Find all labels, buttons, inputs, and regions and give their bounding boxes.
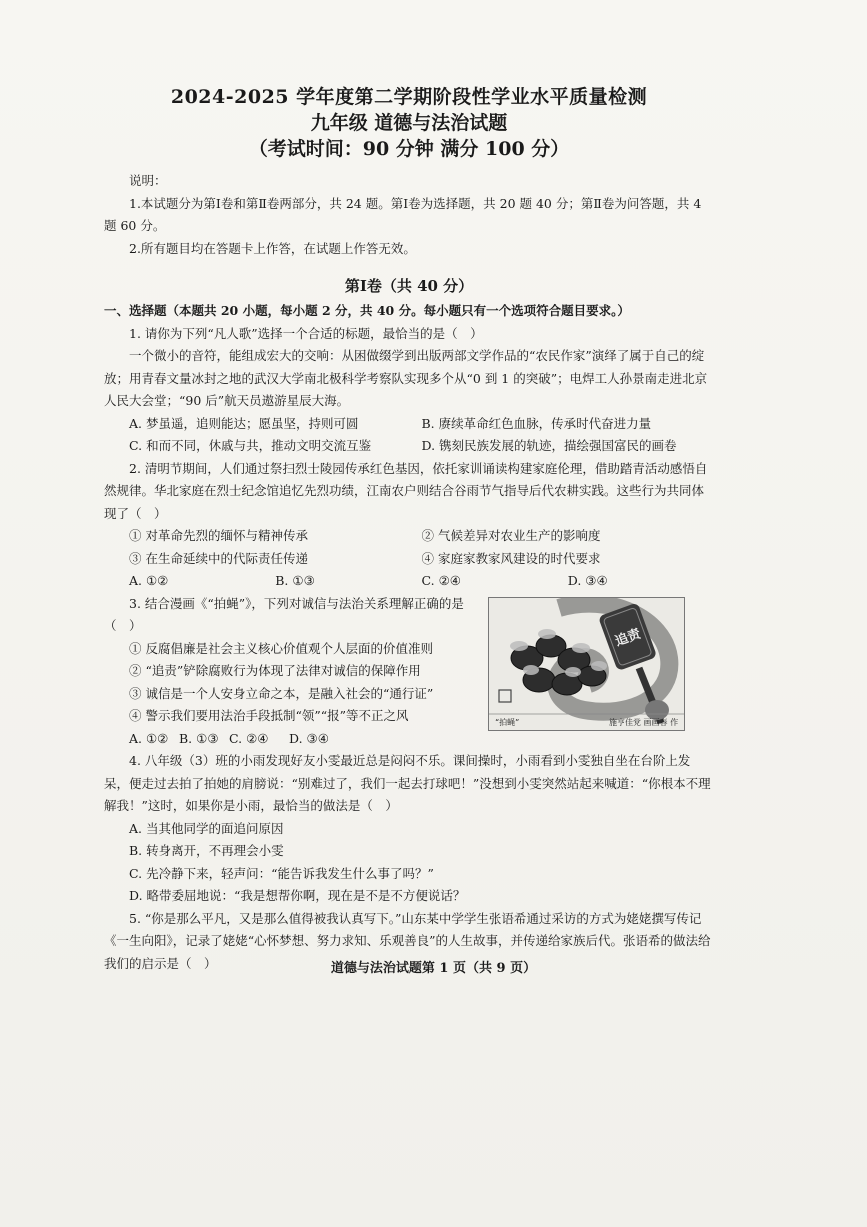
q2-stem: 2. 清明节期间，人们通过祭扫烈士陵园传承红色基因，依托家训诵读构建家庭伦理，借助踏青活动感悟自然规律。华北家庭在烈士纪念馆追忆先烈功绩，江南农户则结合谷雨节气指导后代农耕实践。这些行为共同体现了（ ） <box>104 460 708 521</box>
q1-stem: 1. 请你为下列“凡人歌”选择一个合适的标题，最恰当的是（ ） <box>129 325 483 341</box>
q2-statement-4: ④ 家庭家教家风建设的时代要求 <box>421 550 601 566</box>
q4-option-a[interactable]: A. 当其他同学的面追问原因 <box>129 820 284 836</box>
q2-option-a[interactable]: A. ①② <box>129 573 169 588</box>
q4-option-d[interactable]: D. 略带委屈地说：“我是想帮你啊，现在是不是不方便说话？ <box>129 888 466 903</box>
q3-option-b[interactable]: B. ①③ <box>179 730 219 746</box>
q2-option-d[interactable]: D. ③④ <box>567 573 608 588</box>
q1-passage: 一个微小的音符，能组成宏大的交响：从困做缀学到出版两部文学作品的“农民作家”演绎了属于自己的绽放；用青春文量冰封之地的武汉大学南北极科学考察队实现多个从“0 到 1 的突破”；电焊工人孙景南走进北京人民大会堂；“90 后”航天员遨游星辰大海。 <box>104 348 708 408</box>
q2-statements <box>104 525 714 570</box>
q4-option-c[interactable]: C. 先冷静下来，轻声问：“能告诉我发生什么事了吗？” <box>129 865 434 881</box>
q3-statement-1: ① 反腐倡廉是社会主义核心价值观个人层面的价值准则 <box>129 640 433 656</box>
instruction-1: 1.本试题分为第Ⅰ卷和第Ⅱ卷两部分，共 24 题。第Ⅰ卷为选择题，共 20 题 40 分；第Ⅱ卷为问答题，共 4 题 60 分。 <box>104 195 702 233</box>
q4-option-b[interactable]: B. 转身离开，不再理会小雯 <box>129 843 284 858</box>
q3-options <box>104 728 714 751</box>
q2-option-c[interactable]: C. ②④ <box>421 573 461 588</box>
section-heading: 一、选择题（本题共 20 小题，每小题 2 分，共 40 分。每小题只有一个选项符合题目要求。） <box>104 303 630 318</box>
exam-title: 2024-2025 学年度第二学期阶段性学业水平质量检测 <box>170 86 648 108</box>
instructions-label: 说明： <box>129 173 167 188</box>
page-content <box>104 84 714 975</box>
page-footer: 道德与法治试题第 1 页（共 9 页） <box>330 961 537 976</box>
q1-option-b[interactable]: B. 赓续革命红色血脉，传承时代奋进力量 <box>421 415 652 431</box>
question-1 <box>104 323 714 458</box>
instruction-2: 2.所有题目均在答题卡上作答，在试题上作答无效。 <box>129 240 416 256</box>
question-3 <box>104 593 714 751</box>
q3-option-a[interactable]: A. ①② <box>129 730 169 746</box>
q2-option-b[interactable]: B. ①③ <box>275 573 315 588</box>
fly-swatter-cartoon <box>488 597 685 731</box>
q3-option-c[interactable]: C. ②④ <box>229 730 269 746</box>
hand-shape <box>645 700 669 720</box>
q3-statement-3: ③ 诚信是一个人安身立命之本，是融入社会的“通行证” <box>129 685 434 701</box>
question-2 <box>104 458 714 593</box>
exam-subject: 九年级 道德与法治试题 <box>310 112 508 134</box>
q3-option-d[interactable]: D. ③④ <box>289 730 329 746</box>
q1-option-c[interactable]: C. 和而不同，休戚与共，推动文明交流互鉴 <box>129 438 372 453</box>
cartoon-caption-right: 施亨佳党 画画春 作 <box>609 717 679 727</box>
q1-option-a[interactable]: A. 梦虽遥，追则能达；愿虽坚，持则可圆 <box>129 415 359 431</box>
q2-statement-1: ① 对革命先烈的缅怀与精神传承 <box>129 528 308 543</box>
question-4 <box>104 750 714 908</box>
exam-duration: （考试时间：90 分钟 满分 100 分） <box>248 138 570 160</box>
cartoon-caption-left: “拍蝇” <box>495 717 520 727</box>
q3-stem: 3. 结合漫画《“拍蝇”》，下列对诚信与法治关系理解正确的是（ ） <box>104 595 464 633</box>
q3-text <box>104 593 474 638</box>
q1-options <box>104 413 714 458</box>
q1-option-d[interactable]: D. 镌刻民族发展的轨迹，描绘强国富民的画卷 <box>421 438 677 453</box>
q3-statement-4: ④ 警示我们要用法治手段抵制“领”“报”等不正之风 <box>129 708 409 723</box>
q5-stem: 5. “你是那么平凡，又是那么值得被我认真写下。”山东某中学学生张语希通过采访的方式为姥姥撰写传记《一生向阳》，记录了姥姥“心怀梦想、努力求知、乐观善良”的人生故事，并传递给家族后代。张语希的做法给我们的启示是（ ） <box>104 910 711 971</box>
cartoon-illustration <box>489 598 684 730</box>
q2-statement-3: ③ 在生命延续中的代际责任传递 <box>129 550 308 566</box>
q2-options <box>104 570 714 593</box>
section-title: 第Ⅰ卷（共 40 分） <box>344 277 474 295</box>
q3-statement-2: ② “追责”铲除腐败行为体现了法律对诚信的保障作用 <box>129 663 421 678</box>
q2-statement-2: ② 气候差异对农业生产的影响度 <box>421 528 601 543</box>
q4-stem: 4. 八年级（3）班的小雨发现好友小雯最近总是闷闷不乐。课间操时，小雨看到小雯独自坐在台阶上发呆，便走过去拍了拍她的肩膀说：“别难过了，我们一起去打球吧！”没想到小雯突然站起来喊道：“你根本不理解我！”这时，如果你是小雨，最恰当的做法是（ ） <box>104 753 711 813</box>
swatter-label: 追责 <box>613 626 643 650</box>
